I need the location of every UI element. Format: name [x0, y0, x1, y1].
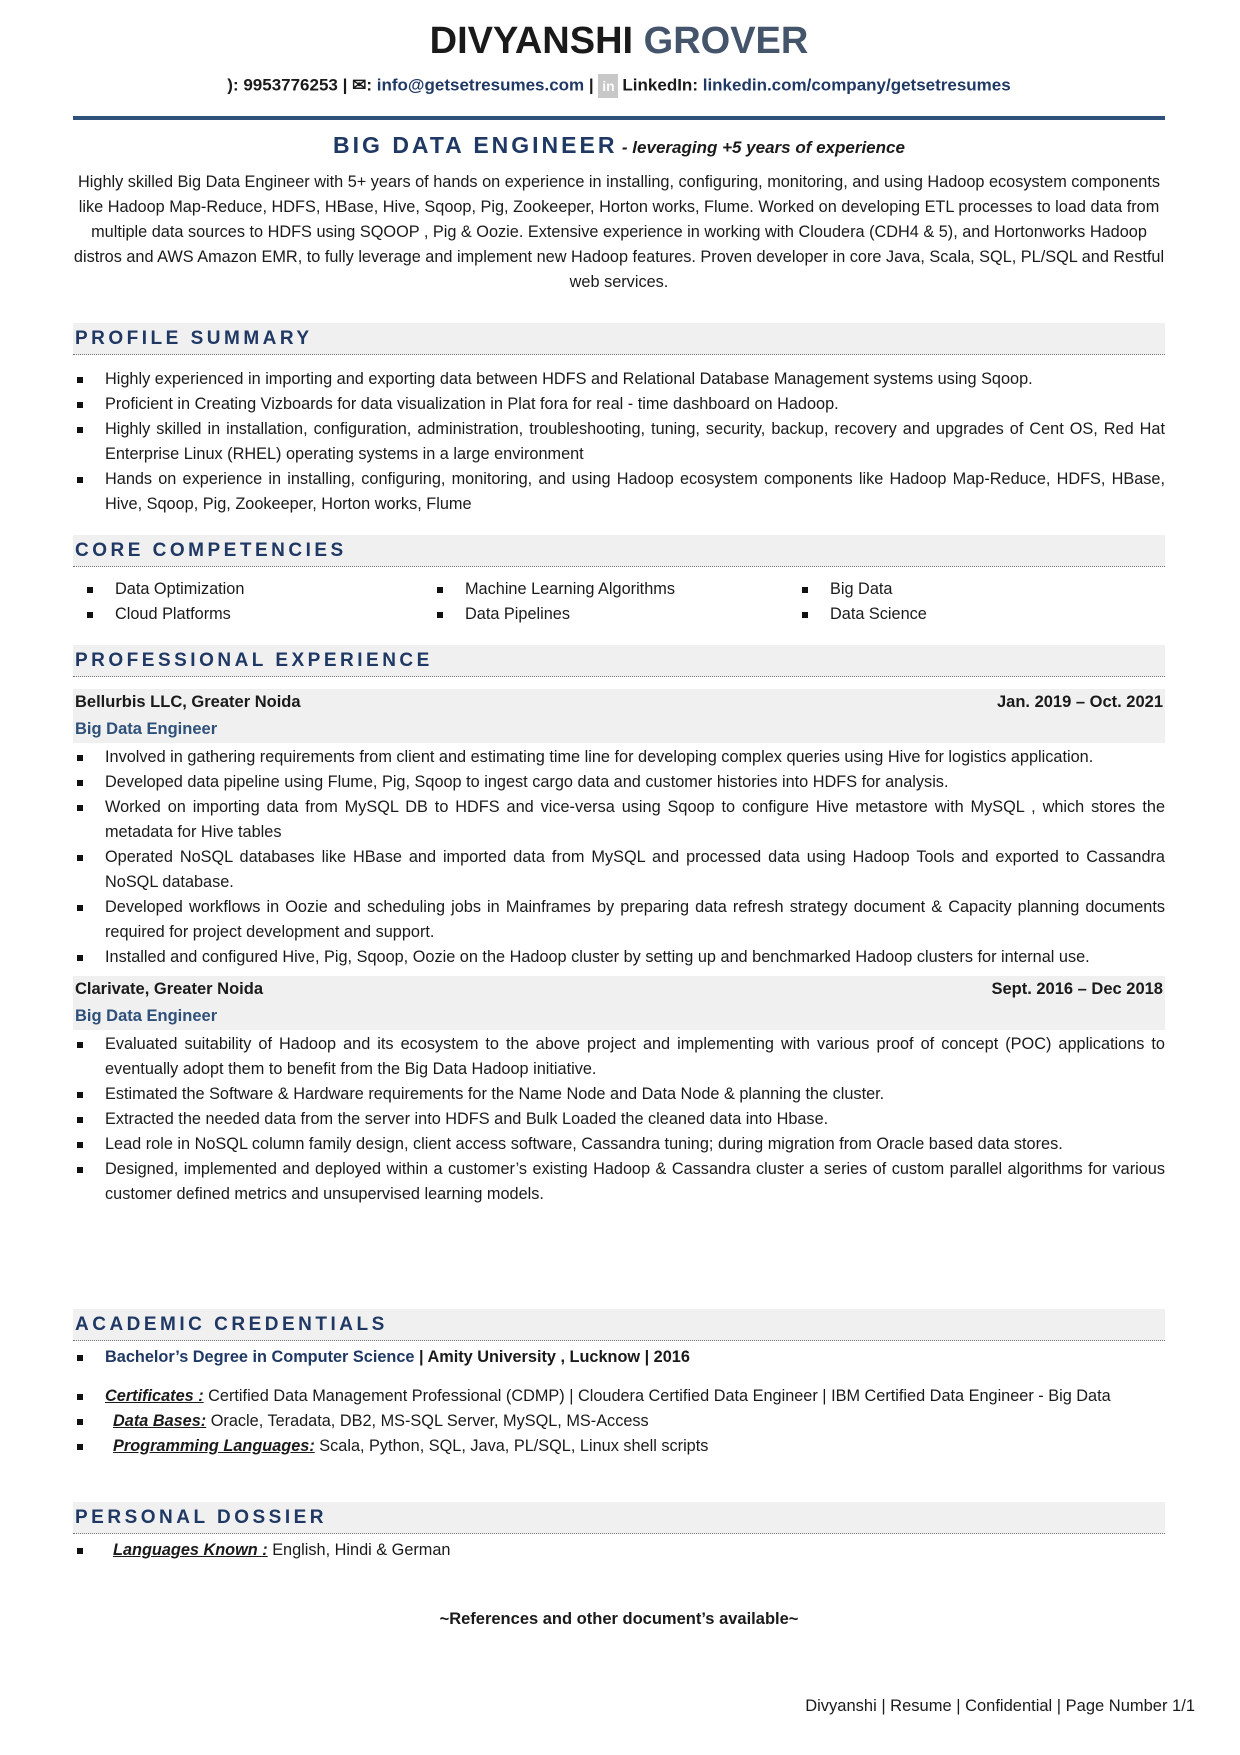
list-item: Involved in gathering requirements from client and estimating time line for developing complex queries using Hive for logistics application. [73, 745, 1165, 770]
list-item: Languages Known : English, Hindi & German [73, 1538, 1165, 1563]
section-heading: CORE COMPETENCIES [73, 535, 1165, 567]
envelope-icon: ✉ [352, 75, 367, 95]
profile-summary-section [73, 323, 1165, 517]
experience-section [73, 645, 1165, 1207]
role: Big Data Engineer [73, 716, 1165, 743]
academic-section [73, 1309, 1165, 1459]
list-item: Big Data [798, 577, 1138, 602]
certificates-item: Certificates : Certified Data Management Professional (CDMP) | Cloudera Certified Data Engineer | IBM Certified Data Engineer - Big Data [73, 1384, 1165, 1409]
header-divider [73, 116, 1165, 120]
personal-section [73, 1502, 1165, 1563]
list-item: Cloud Platforms [83, 602, 423, 627]
job-entry [73, 976, 1165, 1207]
list-item: Developed workflows in Oozie and scheduling jobs in Mainframes by preparing data refresh strategy document & Capacity planning documents required for project development and support. [73, 895, 1165, 945]
list-item: Highly skilled in installation, configuration, administration, troubleshooting, tuning, security, backup, recovery and upgrades of Cent OS, Red Hat Enterprise Linux (RHEL) operating systems in a large environment [73, 417, 1165, 467]
list-item: Highly experienced in importing and exporting data between HDFS and Relational Database Management systems using Sqoop. [73, 367, 1165, 392]
company: Clarivate, Greater Noida [75, 980, 263, 998]
databases-item: Data Bases: Oracle, Teradata, DB2, MS-SQL Server, MySQL, MS-Access [73, 1409, 1165, 1434]
degree-item: Bachelor’s Degree in Computer Science | Amity University , Lucknow | 2016 [73, 1345, 1165, 1370]
company: Bellurbis LLC, Greater Noida [75, 693, 301, 711]
candidate-name: DIVYANSHI GROVER [429, 20, 809, 62]
email-link[interactable]: info@getsetresumes.com [376, 75, 585, 95]
list-item: Extracted the needed data from the server into HDFS and Bulk Loaded the cleaned data into Hbase. [73, 1107, 1165, 1132]
linkedin-icon: in [598, 74, 618, 98]
core-competencies-section [73, 535, 1165, 627]
list-item: Designed, implemented and deployed within a customer’s existing Hadoop & Cassandra cluster a series of custom parallel algorithms for various customer defined metrics and unsupervised learning models. [73, 1157, 1165, 1207]
list-item: Proficient in Creating Vizboards for data visualization in Plat fora for real - time dashboard on Hadoop. [73, 392, 1165, 417]
list-item: Installed and configured Hive, Pig, Sqoop, Oozie on the Hadoop cluster by setting up and benchmarked Hadoop clusters for internal use. [73, 945, 1165, 970]
role: Big Data Engineer [73, 1003, 1165, 1030]
references-note: ~References and other document’s available~ [439, 1610, 799, 1628]
list-item: Estimated the Software & Hardware requirements for the Name Node and Data Node & planning the cluster. [73, 1082, 1165, 1107]
section-heading: PROFILE SUMMARY [73, 323, 1165, 355]
list-item: Evaluated suitability of Hadoop and its ecosystem to the above project and implementing with various proof of concept (POC) applications to eventually adopt them to benefit from the Big Data Hadoop initiative. [73, 1032, 1165, 1082]
list-item: Developed data pipeline using Flume, Pig, Sqoop to ingest cargo data and customer histories into HDFS for analysis. [73, 770, 1165, 795]
list-item: Data Science [798, 602, 1138, 627]
list-item: Data Optimization [83, 577, 423, 602]
list-item: Hands on experience in installing, configuring, monitoring, and using Hadoop ecosystem components like Hadoop Map-Reduce, HDFS, HBase, Hive, Sqoop, Pig, Zookeeper, Horton works, Flume [73, 467, 1165, 517]
contact-line: ): 9953776253 | ✉: info@getsetresumes.com | in LinkedIn: linkedin.com/company/getsetresumes [73, 74, 1165, 98]
list-item: Lead role in NoSQL column family design, client access software, Cassandra tuning; during migration from Oracle based data stores. [73, 1132, 1165, 1157]
section-heading: PROFESSIONAL EXPERIENCE [73, 645, 1165, 677]
job-entry [73, 689, 1165, 970]
linkedin-link[interactable]: linkedin.com/company/getsetresumes [702, 75, 1011, 95]
summary-text: Highly skilled Big Data Engineer with 5+ years of hands on experience in installing, configuring, monitoring, and using Hadoop ecosystem components like Hadoop Map-Reduce, HDFS, HBase, Hive, Sqoop, Pig, Zookeeper, Horton works, Flume. Worked on developing ETL processes to load data from multiple data sources to HDFS using SQOOP , Pig & Oozie. Extensive experience in working with Cloudera (CDH4 & 5), and Hortonworks Hadoop distros and AWS Amazon EMR, to fully leverage and implement new Hadoop features. Proven developer in core Java, Scala, SQL, PL/SQL and Restful web services. [73, 173, 1165, 291]
languages-item: Programming Languages: Scala, Python, SQL, Java, PL/SQL, Linux shell scripts [73, 1434, 1165, 1459]
job-title: BIG DATA ENGINEER - leveraging +5 years of experience [333, 132, 905, 158]
list-item: Operated NoSQL databases like HBase and imported data from MySQL and processed data using Hadoop Tools and exported to Cassandra NoSQL database. [73, 845, 1165, 895]
section-heading: ACADEMIC CREDENTIALS [73, 1309, 1165, 1341]
dates: Sept. 2016 – Dec 2018 [991, 980, 1163, 998]
list-item: Worked on importing data from MySQL DB to HDFS and vice-versa using Sqoop to configure Hive metastore with MySQL , which stores the metadata for Hive tables [73, 795, 1165, 845]
page-footer: Divyanshi | Resume | Confidential | Page Number 1/1 [805, 1697, 1195, 1715]
section-heading: PERSONAL DOSSIER [73, 1502, 1165, 1534]
phone: ): 9953776253 [227, 75, 338, 95]
dates: Jan. 2019 – Oct. 2021 [996, 693, 1163, 711]
list-item: Data Pipelines [433, 602, 788, 627]
list-item: Machine Learning Algorithms [433, 577, 788, 602]
